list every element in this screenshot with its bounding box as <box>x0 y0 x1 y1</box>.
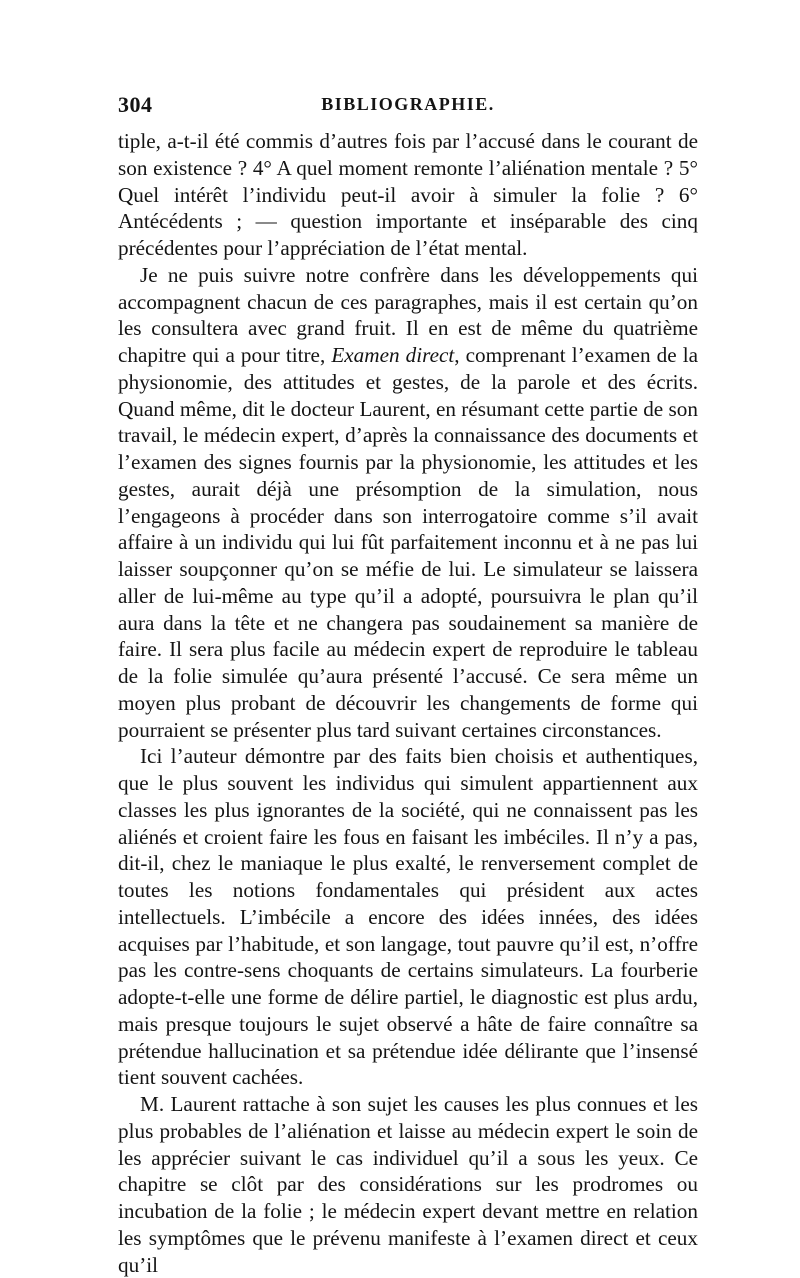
paragraph-3-text: Ici l’auteur démontre par des faits bien choisis et authentiques, que le plus souvent les individus qui simulent appartiennent aux classes les plus ignorantes de la société, qui ne connaissent pas les aliénés et croient faire les fous en faisant les imbéciles. Il n’y a pas, dit-il, chez le maniaque le plus exalté, le renversement complet de toutes les notions fondamentales qui président aux actes intellectuels. L’imbécile a encore des idées innées, des idées acquises par l’habitude, et son langage, tout pauvre qu’il est, n’offre pas les contre-sens choquants de certains simulateurs. La fourberie adopte-t-elle une forme de délire partiel, le diagnostic est plus ardu, mais presque toujours le sujet observé a hâte de faire connaître sa prétendue hallucination et sa prétendue idée délirante que l’insensé tient souvent cachées. <box>118 744 698 1090</box>
book-page <box>118 92 698 1278</box>
paragraph-2-text-start: Je ne puis suivre notre confrère dans les développements qui accompagnent chacun de ces paragraphes, mais il est certain qu’on les consultera avec grand fruit. Il en est de même du quatrième chapitre qui a pour titre, <box>118 262 698 367</box>
paragraph-2 <box>118 262 698 744</box>
paragraph-2-italic-title: Examen direct <box>331 343 455 367</box>
paragraph-3 <box>118 743 698 1091</box>
running-title: BIBLIOGRAPHIE. <box>321 94 495 114</box>
running-head <box>118 92 698 128</box>
paragraph-4-text: M. Laurent rattache à son sujet les causes les plus connues et les plus probables de l’aliénation et laisse au médecin expert le soin de les apprécier suivant le cas individuel qu’il a sous les yeux. Ce chapitre se clôt par des considérations sur les prodromes ou incubation de la folie ; le médecin expert devant mettre en relation les symptômes que le prévenu manifeste à l’examen direct et ceux qu’il <box>118 1092 698 1277</box>
paragraph-1 <box>118 128 698 262</box>
paragraph-1-text: tiple, a-t-il été commis d’autres fois par l’accusé dans le courant de son existence ? 4° A quel moment remonte l’aliénation mentale ? 5° Quel intérêt l’individu peut-il avoir à simuler la folie ? 6° Antécédents ; — question importante et inséparable des cinq précédentes pour l’appréciation de l’état mental. <box>118 129 698 260</box>
body-text <box>118 128 698 1278</box>
paragraph-2-text-end: , comprenant l’examen de la physionomie, des attitudes et gestes, de la parole et des écrits. Quand même, dit le docteur Laurent, en résumant cette partie de son travail, le médecin expert, d’après la connaissance des documents et l’examen des signes fournis par la physionomie, les attitudes et les gestes, aurait déjà une présomption de la simulation, nous l’engageons à procéder dans son interrogatoire comme s’il avait affaire à un individu qui lui fût parfaitement inconnu et à ne pas lui laisser soupçonner qu’on se méfie de lui. Le simulateur se laissera aller de lui-même au type qu’il a adopté, poursuivra le plan qu’il aura dans la tête et ne changera pas soudainement sa manière de faire. Il sera plus facile au médecin expert de reproduire le tableau de la folie simulée qu’aura présenté l’accusé. Ce sera même un moyen plus probant de découvrir les changements de forme qui pourraient se présenter plus tard suivant certaines circonstances. <box>118 343 698 742</box>
page-number: 304 <box>118 92 153 117</box>
paragraph-4 <box>118 1091 698 1278</box>
